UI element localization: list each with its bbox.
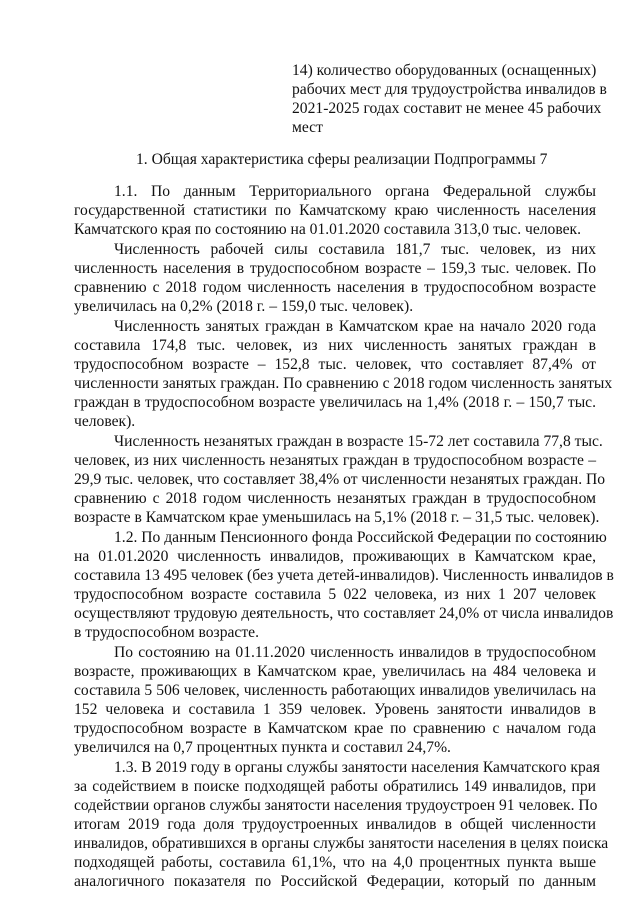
body-line: подходящей работы, составила 61,1%, что на 4,0 процентных пункта выше xyxy=(74,854,596,871)
body-line: содействии органов службы занятости населения трудоустроен 91 человек. По xyxy=(74,797,598,814)
body-line: трудоспособном возрасте в Камчатском крае по сравнению с началом года xyxy=(74,720,596,737)
note-line: 2021-2025 годах составит не менее 45 рабочих xyxy=(292,100,602,117)
body-line: По состоянию на 01.11.2020 численность инвалидов в трудоспособном xyxy=(114,644,596,661)
body-line: Численность незанятых граждан в возрасте 15-72 лет составила 77,8 тыс. xyxy=(114,433,603,450)
body-line: итогам 2019 года доля трудоустроенных инвалидов в общей численности xyxy=(74,816,596,833)
body-line: человек, из них численность незанятых граждан в трудоспособном возрасте – xyxy=(74,452,596,469)
note-line: рабочих мест для трудоустройства инвалидов в xyxy=(292,81,607,98)
body-line: 1.3. В 2019 году в органы службы занятости населения Камчатского края xyxy=(114,759,600,776)
body-line: увеличилась на 0,2% (2018 г. – 159,0 тыс. человек). xyxy=(74,298,414,315)
body-line: человек). xyxy=(74,413,136,430)
body-line: составила 13 495 человек (без учета детей-инвалидов). Численность инвалидов в xyxy=(74,567,614,584)
body-line: Численность рабочей силы составила 181,7 тыс. человек, из них xyxy=(114,241,596,258)
body-line: сравнению с 2018 годом численность незанятых граждан в трудоспособном xyxy=(74,490,596,507)
body-line: аналогичного показателя по Российской Федерации, который по данным xyxy=(74,873,596,890)
section-heading: 1. Общая характеристика сферы реализации Подпрограммы 7 xyxy=(136,151,548,168)
body-line: увеличился на 0,7 процентных пункта и составил 24,7%. xyxy=(74,739,451,756)
body-line: 152 человека и составила 1 359 человек. Уровень занятости инвалидов в xyxy=(74,701,596,718)
body-line: на 01.01.2020 численность инвалидов, проживающих в Камчатском крае, xyxy=(74,548,596,565)
body-line: инвалидов, обратившихся в органы службы занятости населения в целях поиска xyxy=(74,835,609,852)
body-line: осуществляют трудовую деятельность, что составляет 24,0% от числа инвалидов xyxy=(74,605,614,622)
body-line: возрасте, проживающих в Камчатском крае, увеличилась на 484 человека и xyxy=(74,663,596,680)
body-line: граждан в трудоспособном возрасте увеличилась на 1,4% (2018 г. – 150,7 тыс. xyxy=(74,394,596,411)
body-line: трудоспособном возрасте составила 5 022 человека, из них 1 207 человек xyxy=(74,586,596,603)
body-line: составила 174,8 тыс. человек, из них численность занятых граждан в xyxy=(74,337,596,354)
body-line: Численность занятых граждан в Камчатском крае на начало 2020 года xyxy=(114,318,596,335)
body-line: 29,9 тыс. человек, что составляет 38,4% от численности незанятых граждан. По xyxy=(74,471,606,488)
body-line: в трудоспособном возрасте. xyxy=(74,624,259,641)
note-line: 14) количество оборудованных (оснащенных) xyxy=(292,62,597,79)
body-line: сравнению с 2018 годом численность населения в трудоспособном возрасте xyxy=(74,279,596,296)
body-line: 1.1. По данным Территориального органа Федеральной службы xyxy=(114,183,596,200)
body-line: численности занятых граждан. По сравнению с 2018 годом численность занятых xyxy=(74,375,613,392)
body-line: численность населения в трудоспособном возрасте – 159,3 тыс. человек. По xyxy=(74,260,596,277)
body-line: Камчатского края по состоянию на 01.01.2020 составила 313,0 тыс. человек. xyxy=(74,221,582,238)
body-line: трудоспособном возрасте – 152,8 тыс. человек, что составляет 87,4% от xyxy=(74,356,596,373)
body-line: 1.2. По данным Пенсионного фонда Российской Федерации по состоянию xyxy=(114,529,607,546)
body-line: за содействием в поиске подходящей работы обратились 149 инвалидов, при xyxy=(74,778,596,795)
body-line: составила 5 506 человек, численность работающих инвалидов увеличилась на xyxy=(74,682,596,699)
body-line: государственной статистики по Камчатскому краю численность населения xyxy=(74,202,596,219)
note-line: мест xyxy=(292,119,323,136)
body-line: возрасте в Камчатском крае уменьшилась на 5,1% (2018 г. – 31,5 тыс. человек). xyxy=(74,509,600,526)
